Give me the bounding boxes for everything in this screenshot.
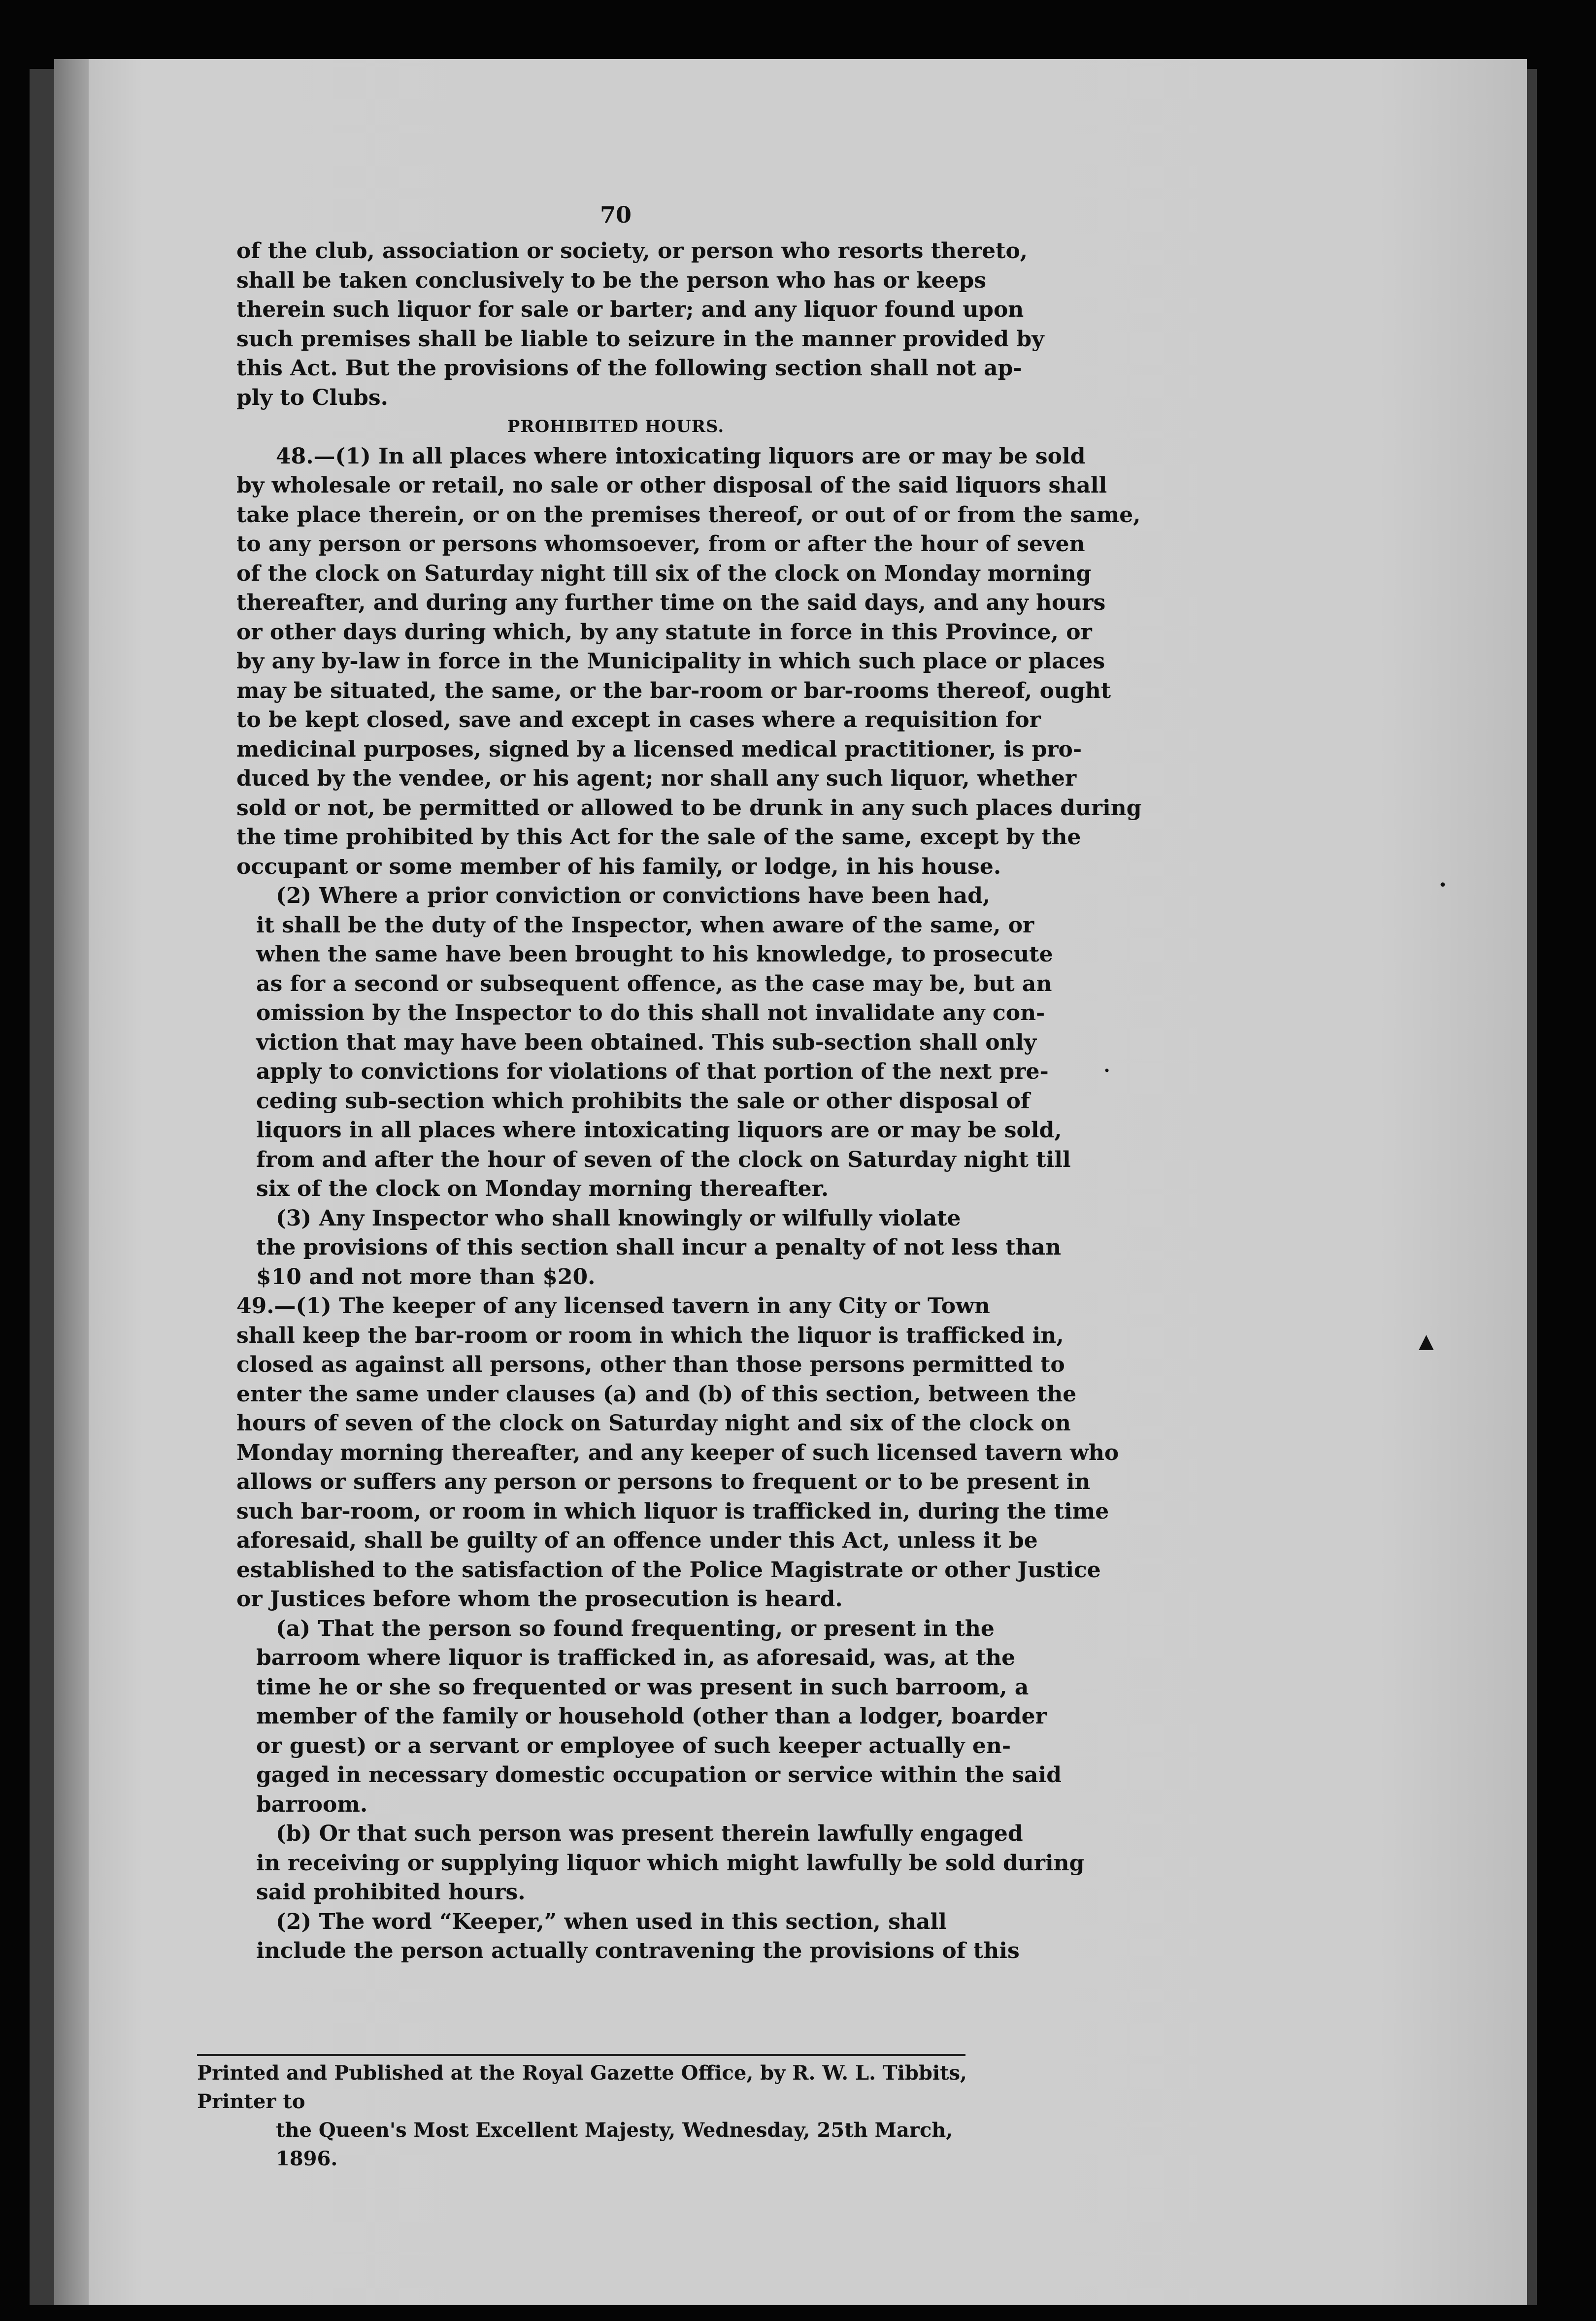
text-line: time he or she so frequented or was present in such barroom, a: [256, 1674, 1029, 1700]
text-line: of the club, association or society, or person who resorts thereto,: [236, 238, 1028, 264]
text-line: or other days during which, by any statute in force in this Province, or: [236, 619, 1092, 645]
text-line: enter the same under clauses (a) and (b) of this section, between the: [236, 1381, 1077, 1407]
text-line: therein such liquor for sale or barter; and any liquor found upon: [236, 297, 1024, 322]
text-line: from and after the hour of seven of the clock on Saturday night till: [256, 1147, 1071, 1172]
text-line: occupant or some member of his family, or lodge, in his house.: [236, 854, 1001, 879]
text-line: by any by-law in force in the Municipality in which such place or places: [236, 649, 1105, 674]
text-line: member of the family or household (other than a lodger, boarder: [256, 1704, 1047, 1729]
text-line: shall be taken conclusively to be the person who has or keeps: [236, 267, 987, 293]
footer-line: Printed and Published at the Royal Gazette Office, by R. W. L. Tibbits, Printer to: [197, 2061, 967, 2113]
text-line: include the person actually contravening the provisions of this: [256, 1938, 1020, 1963]
text-line: such bar-room, or room in which liquor is trafficked in, during the time: [236, 1498, 1109, 1524]
text-line: closed as against all persons, other than those persons permitted to: [236, 1352, 1065, 1377]
text-line: sold or not, be permitted or allowed to be drunk in any such places during: [236, 795, 1142, 821]
text-line: Monday morning thereafter, and any keeper of such licensed tavern who: [236, 1440, 1119, 1465]
text-line: apply to convictions for violations of that portion of the next pre-: [256, 1059, 1049, 1084]
text-line: as for a second or subsequent offence, as the case may be, but an: [256, 971, 1052, 996]
text-line: six of the clock on Monday morning thereafter.: [256, 1176, 829, 1201]
text-line: by wholesale or retail, no sale or other disposal of the said liquors shall: [236, 473, 1107, 498]
text-line: aforesaid, shall be guilty of an offence under this Act, unless it be: [236, 1528, 1038, 1553]
text-line: of the clock on Saturday night till six of the clock on Monday morning: [236, 561, 1092, 586]
text-line: to any person or persons whomsoever, from or after the hour of seven: [236, 531, 1085, 557]
text-lines: [236, 236, 1142, 1966]
text-line: such premises shall be liable to seizure in the manner provided by: [236, 326, 1044, 352]
page-binding-edge: [54, 59, 89, 2305]
text-line: viction that may have been obtained. This sub-section shall only: [256, 1029, 1036, 1055]
footer-rule: [197, 2054, 965, 2056]
text-line: medicinal purposes, signed by a licensed medical practitioner, is pro-: [236, 736, 1082, 762]
section-heading: PROHIBITED HOURS.: [507, 417, 725, 436]
text-line: liquors in all places where intoxicating liquors are or may be sold,: [256, 1118, 1062, 1143]
text-line: said prohibited hours.: [256, 1880, 526, 1905]
text-line: (2) The word “Keeper,” when used in this section, shall: [276, 1909, 947, 1934]
text-line: hours of seven of the clock on Saturday night and six of the clock on: [236, 1411, 1071, 1436]
text-line: ply to Clubs.: [236, 385, 388, 410]
text-line: 49.—(1) The keeper of any licensed tavern in any City or Town: [236, 1293, 990, 1319]
text-line: $10 and not more than $20.: [256, 1264, 596, 1290]
page-number: 70: [599, 201, 632, 228]
text-line: when the same have been brought to his knowledge, to prosecute: [256, 942, 1053, 967]
footer-line: the Queen's Most Excellent Majesty, Wednesday, 25th March, 1896.: [276, 2119, 953, 2170]
text-line: established to the satisfaction of the Police Magistrate or other Justice: [236, 1557, 1101, 1583]
text-line: the provisions of this section shall incur a penalty of not less than: [256, 1235, 1062, 1260]
text-line: the time prohibited by this Act for the sale of the same, except by the: [236, 825, 1081, 850]
text-line: (3) Any Inspector who shall knowingly or wilfully violate: [276, 1205, 961, 1231]
text-line: it shall be the duty of the Inspector, when aware of the same, or: [256, 912, 1034, 938]
text-line: this Act. But the provisions of the following section shall not ap-: [236, 356, 1022, 381]
text-line: may be situated, the same, or the bar-room or bar-rooms thereof, ought: [236, 678, 1111, 703]
text-line: or guest) or a servant or employee of such keeper actually en-: [256, 1733, 1011, 1758]
text-line: thereafter, and during any further time on the said days, and any hours: [236, 590, 1106, 615]
imprint-footer: [197, 2059, 985, 2173]
speck-icon: •: [1438, 877, 1447, 894]
text-line: ceding sub-section which prohibits the sale or other disposal of: [256, 1088, 1030, 1114]
ink-blot-icon: ▲: [1419, 1330, 1434, 1353]
text-line: (a) That the person so found frequenting, or present in the: [276, 1616, 995, 1641]
text-line: or Justices before whom the prosecution is heard.: [236, 1587, 843, 1612]
text-line: 48.—(1) In all places where intoxicating liquors are or may be sold: [276, 443, 1086, 469]
text-line: allows or suffers any person or persons to frequent or to be present in: [236, 1469, 1091, 1494]
speck-icon: •: [1103, 1064, 1111, 1078]
text-line: duced by the vendee, or his agent; nor shall any such liquor, whether: [236, 766, 1077, 791]
text-line: barroom where liquor is trafficked in, as aforesaid, was, at the: [256, 1645, 1016, 1670]
text-line: (2) Where a prior conviction or convictions have been had,: [276, 883, 991, 908]
text-line: to be kept closed, save and except in cases where a requisition for: [236, 707, 1041, 732]
text-line: omission by the Inspector to do this shall not invalidate any con-: [256, 1000, 1045, 1026]
text-line: barroom.: [256, 1791, 368, 1817]
text-line: (b) Or that such person was present therein lawfully engaged: [276, 1821, 1023, 1846]
text-line: take place therein, or on the premises thereof, or out of or from the same,: [236, 502, 1141, 528]
text-line: in receiving or supplying liquor which might lawfully be sold during: [256, 1850, 1085, 1876]
text-line: shall keep the bar-room or room in which the liquor is trafficked in,: [236, 1323, 1064, 1348]
text-line: gaged in necessary domestic occupation or service within the said: [256, 1762, 1062, 1788]
